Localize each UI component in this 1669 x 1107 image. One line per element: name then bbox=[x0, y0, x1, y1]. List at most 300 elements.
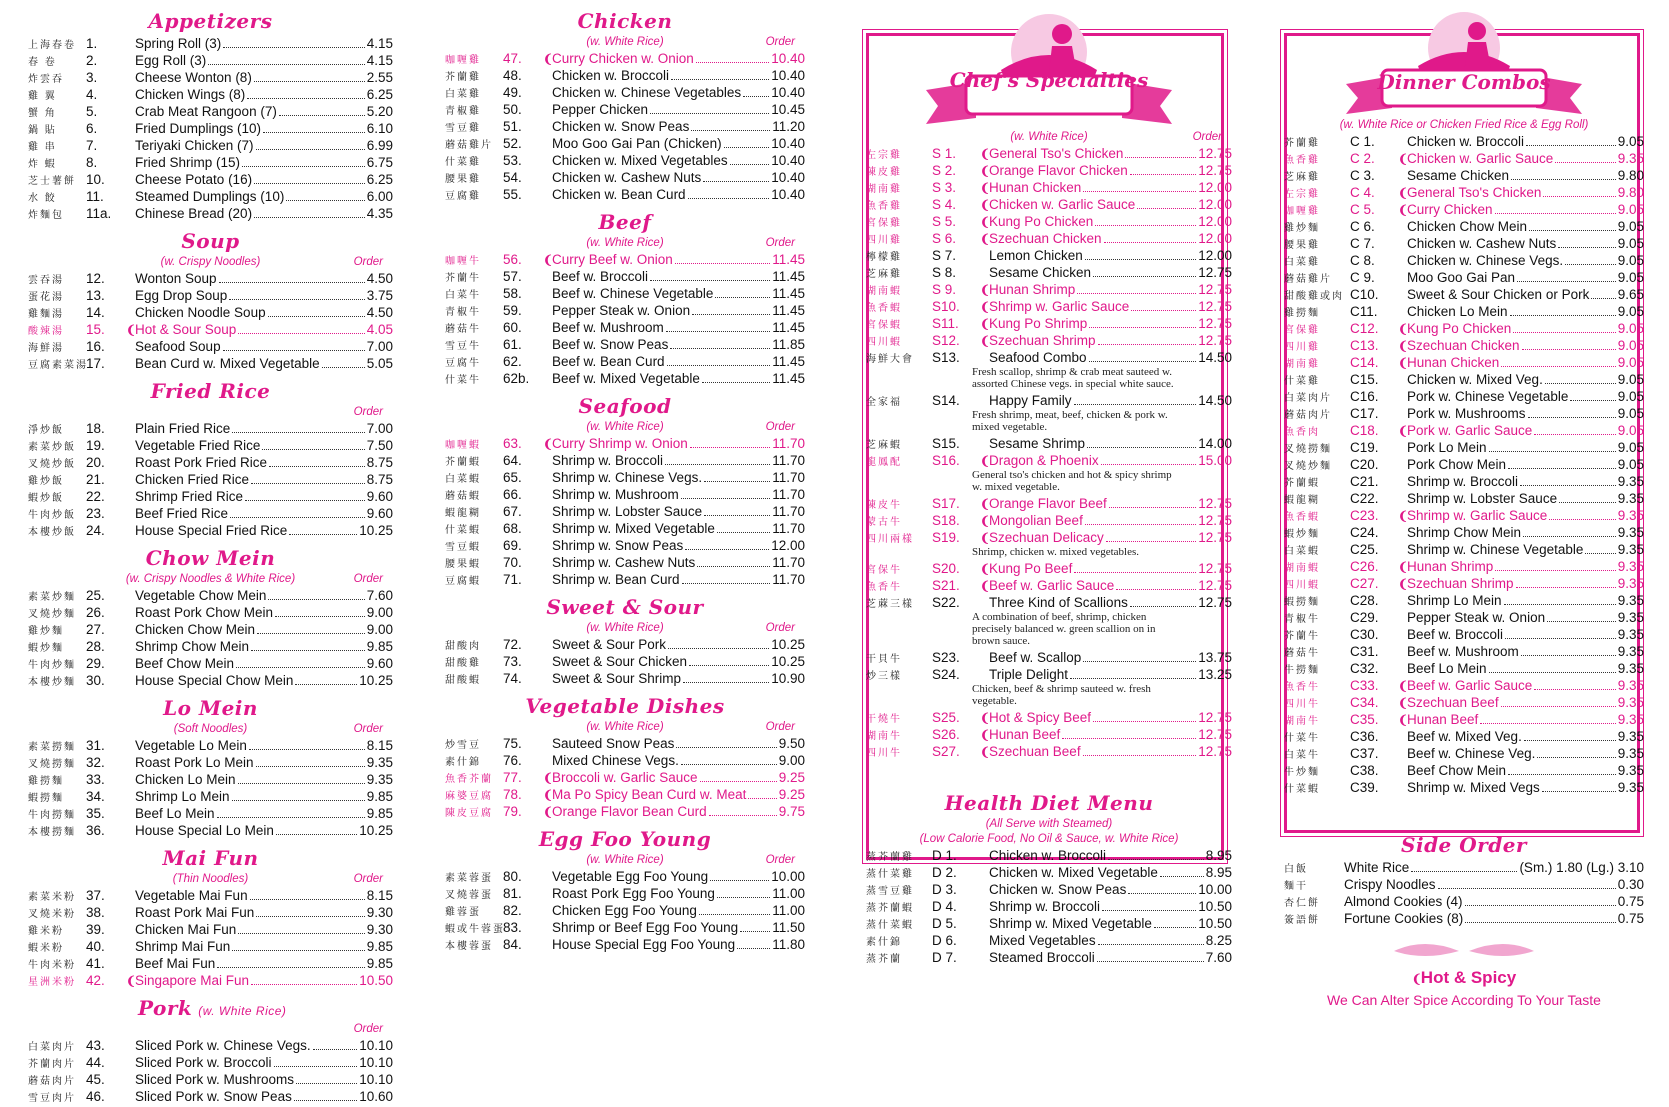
chinese-name: 雞 翼 bbox=[28, 91, 57, 102]
dot-leader bbox=[1062, 738, 1196, 739]
item-price: 9.35 bbox=[1617, 678, 1644, 693]
item-number: 78. bbox=[503, 787, 522, 802]
item-number: S26. bbox=[932, 727, 960, 742]
dot-leader bbox=[724, 147, 770, 148]
item-name: Moo Goo Gai Pan (Chicken) bbox=[552, 136, 722, 151]
item-number: 80. bbox=[503, 869, 522, 884]
dot-leader bbox=[704, 481, 770, 482]
menu-item-row bbox=[1284, 167, 1644, 184]
menu-item-row bbox=[28, 154, 393, 171]
item-name: Shrimp w. Mixed Vegs bbox=[1407, 780, 1540, 795]
item-number: S14. bbox=[932, 393, 960, 408]
section-title-text: Seafood bbox=[578, 394, 672, 418]
menu-item-row bbox=[28, 1037, 393, 1054]
item-name: Orange Flavor Chicken bbox=[989, 163, 1128, 178]
dot-leader bbox=[232, 950, 364, 951]
chinese-name: 素菜炒飯 bbox=[28, 442, 76, 453]
item-name: Beef Lo Mein bbox=[135, 806, 215, 821]
item-name: Szechuan Beef bbox=[989, 744, 1081, 759]
menu-item-row bbox=[28, 904, 393, 921]
item-number: C31. bbox=[1350, 644, 1379, 659]
dot-leader bbox=[249, 749, 365, 750]
chinese-name: 蝦龍糊 bbox=[1284, 495, 1320, 506]
section-sub bbox=[28, 405, 393, 420]
item-number: 62b. bbox=[503, 371, 530, 386]
item-name: Curry Shrimp w. Onion bbox=[552, 436, 688, 451]
section-sub bbox=[445, 853, 805, 868]
section-sub bbox=[28, 1022, 393, 1037]
item-price: 10.40 bbox=[771, 85, 805, 100]
dot-leader bbox=[740, 931, 770, 932]
item-price: 10.25 bbox=[359, 523, 393, 538]
item-price: 4.50 bbox=[366, 305, 393, 320]
menu-item-row bbox=[1284, 490, 1644, 507]
item-number: C 7. bbox=[1350, 236, 1375, 251]
chinese-name: 什菜雞 bbox=[445, 157, 481, 168]
chinese-name: 白菜蝦 bbox=[445, 474, 481, 485]
item-number: 8. bbox=[86, 155, 98, 170]
dot-leader bbox=[1522, 349, 1616, 350]
pepper-icon: ❨ bbox=[1398, 322, 1409, 336]
dot-leader bbox=[229, 299, 364, 300]
item-description: Fresh shrimp, meat, beef, chicken & pork w. mixed vegetable. bbox=[972, 409, 1168, 433]
chinese-name: 雪豆蝦 bbox=[445, 542, 481, 553]
item-price: 10.50 bbox=[359, 973, 393, 988]
menu-item-row bbox=[866, 529, 1232, 546]
chinese-name: 叉燒炒麵 bbox=[1284, 461, 1332, 472]
item-price: 9.05 bbox=[1617, 219, 1644, 234]
item-price: 9.30 bbox=[366, 922, 393, 937]
item-price: 11.80 bbox=[772, 937, 805, 952]
chinese-name: 春 卷 bbox=[28, 57, 57, 68]
item-number: C21. bbox=[1350, 474, 1379, 489]
chinese-name: 青椒雞 bbox=[445, 106, 481, 117]
item-name: Plain Fried Rice bbox=[135, 421, 231, 436]
menu-item-row bbox=[1284, 558, 1644, 575]
item-name: Shrimp w. Chinese Vegs. bbox=[552, 470, 703, 485]
dot-leader bbox=[1517, 281, 1616, 282]
chinese-name: 四川牛 bbox=[1284, 699, 1320, 710]
menu-item-row bbox=[28, 771, 393, 788]
pepper-icon: ❨ bbox=[543, 771, 554, 785]
chinese-name: 雲吞湯 bbox=[28, 275, 64, 286]
item-number: 3. bbox=[86, 70, 98, 85]
dot-leader bbox=[274, 1066, 358, 1067]
pepper-icon: ❨ bbox=[980, 745, 991, 759]
menu-item-row bbox=[445, 571, 805, 588]
dot-leader bbox=[1106, 541, 1196, 542]
menu-item-row bbox=[445, 486, 805, 503]
item-number: 63. bbox=[503, 436, 522, 451]
item-name: Beef w. Chinese Vegetable bbox=[552, 286, 714, 301]
menu-item-row bbox=[28, 103, 393, 120]
item-price: 12.75 bbox=[1198, 299, 1232, 314]
item-number: 18. bbox=[86, 421, 105, 436]
chinese-name: 白菜牛 bbox=[1284, 750, 1320, 761]
dot-leader bbox=[709, 815, 777, 816]
item-number: C 3. bbox=[1350, 168, 1375, 183]
menu-item-row bbox=[1284, 745, 1644, 762]
chinese-name: 叉燒炒麵 bbox=[28, 609, 76, 620]
item-price: 9.35 bbox=[1617, 542, 1644, 557]
item-price: 8.15 bbox=[366, 888, 393, 903]
item-number: C 6. bbox=[1350, 219, 1375, 234]
section-sub-text: (Soft Noodles) bbox=[173, 723, 248, 735]
item-price: 6.25 bbox=[366, 172, 393, 187]
item-name: House Special Fried Rice bbox=[135, 523, 288, 538]
dot-leader bbox=[1542, 791, 1616, 792]
menu-item-row bbox=[28, 522, 393, 539]
dot-leader bbox=[667, 365, 771, 366]
item-number: S 7. bbox=[932, 248, 957, 263]
chinese-name: 魚香蝦 bbox=[866, 303, 902, 314]
item-price: 9.05 bbox=[1617, 321, 1644, 336]
item-name: Chicken Fried Rice bbox=[135, 472, 250, 487]
item-price: 6.25 bbox=[366, 87, 393, 102]
menu-item-row bbox=[445, 285, 805, 302]
chinese-name: 魚香蝦 bbox=[1284, 512, 1320, 523]
dot-leader bbox=[689, 665, 769, 666]
pepper-icon: ❨ bbox=[980, 531, 991, 545]
chinese-name: 蝦炒麵 bbox=[1284, 529, 1320, 540]
dot-leader bbox=[256, 766, 365, 767]
item-price: 9.05 bbox=[1617, 202, 1644, 217]
item-price: 12.00 bbox=[771, 538, 805, 553]
chinese-name: 麵干 bbox=[1284, 881, 1308, 892]
item-number: C26. bbox=[1350, 559, 1379, 574]
item-price: 9.05 bbox=[1617, 423, 1644, 438]
pepper-icon: ❨ bbox=[1398, 356, 1409, 370]
item-name: Shrimp Chow Mein bbox=[135, 639, 250, 654]
item-description: Shrimp, chicken w. mixed vegetables. bbox=[972, 546, 1139, 558]
item-number: S 5. bbox=[932, 214, 957, 229]
chef-waiter-icon bbox=[1284, 0, 1644, 118]
chinese-name: 本樓炒麵 bbox=[28, 677, 76, 688]
pepper-icon: ❨ bbox=[1398, 203, 1409, 217]
menu-item-row bbox=[866, 196, 1232, 213]
dot-leader bbox=[650, 280, 770, 281]
item-price: 6.10 bbox=[366, 121, 393, 136]
menu-item-row bbox=[28, 188, 393, 205]
item-price: 10.25 bbox=[771, 637, 805, 652]
pepper-decoration-icon bbox=[1384, 937, 1544, 963]
item-name: Roast Pork Mai Fun bbox=[135, 905, 255, 920]
pepper-icon: ❨ bbox=[980, 147, 991, 161]
item-price: 0.30 bbox=[1617, 877, 1644, 892]
item-name: Curry Chicken w. Onion bbox=[552, 51, 694, 66]
item-number: 50. bbox=[503, 102, 522, 117]
item-number: 12. bbox=[86, 271, 105, 286]
menu-item-row bbox=[1284, 286, 1644, 303]
item-price: 9.35 bbox=[1617, 151, 1644, 166]
pepper-icon: ❨ bbox=[980, 562, 991, 576]
chinese-name: 芥蘭肉片 bbox=[28, 1059, 76, 1070]
chinese-name: 湖南牛 bbox=[1284, 716, 1320, 727]
item-price: 9.35 bbox=[1617, 780, 1644, 795]
item-price: 9.05 bbox=[1617, 236, 1644, 251]
item-price: 5.20 bbox=[366, 104, 393, 119]
section-sub bbox=[28, 255, 393, 270]
item-number: C13. bbox=[1350, 338, 1379, 353]
item-price: 12.75 bbox=[1198, 496, 1232, 511]
item-number: 83. bbox=[503, 920, 522, 935]
item-price: 9.85 bbox=[366, 639, 393, 654]
side-order-list bbox=[1284, 859, 1644, 927]
item-price: 9.05 bbox=[1617, 134, 1644, 149]
item-number: 19. bbox=[86, 438, 105, 453]
menu-item-row bbox=[1284, 133, 1644, 150]
dot-leader bbox=[1513, 332, 1615, 333]
item-name: Beef Mai Fun bbox=[135, 956, 216, 971]
chinese-name: 宮保雞 bbox=[866, 218, 902, 229]
item-name: Roast Pork Egg Foo Young bbox=[552, 886, 715, 901]
item-name: Orange Flavor Beef bbox=[989, 496, 1107, 511]
chinese-name: 宮保牛 bbox=[866, 565, 902, 576]
item-number: 23. bbox=[86, 506, 105, 521]
dot-leader bbox=[232, 800, 365, 801]
chinese-name: 湖南蝦 bbox=[1284, 563, 1320, 574]
dot-leader bbox=[254, 217, 365, 218]
side-order-row bbox=[1284, 910, 1644, 927]
item-price: 10.60 bbox=[359, 1089, 393, 1104]
menu-item-row bbox=[28, 822, 393, 839]
item-name: Beef w. Scallop bbox=[989, 650, 1082, 665]
item-name: Chicken w. Mixed Veg. bbox=[1407, 372, 1543, 387]
dot-leader bbox=[279, 115, 365, 116]
chinese-name: 叉燒米粉 bbox=[28, 909, 76, 920]
section-sub bbox=[445, 621, 805, 636]
chinese-name: 宮保雞 bbox=[1284, 325, 1320, 336]
chinese-name: 素什錦 bbox=[445, 757, 481, 768]
item-name: Egg Roll (3) bbox=[135, 53, 207, 68]
item-name: Chicken w. Chinese Vegetables bbox=[552, 85, 742, 100]
item-name: Shrimp w. Mixed Vegetable bbox=[552, 521, 715, 536]
item-price: 9.60 bbox=[366, 656, 393, 671]
item-number: S19. bbox=[932, 530, 960, 545]
item-number: 14. bbox=[86, 305, 105, 320]
item-name: Shrimp w. Lobster Sauce bbox=[552, 504, 703, 519]
chinese-name: 芝麻雞 bbox=[866, 269, 902, 280]
item-name: Sesame Chicken bbox=[989, 265, 1092, 280]
chinese-name: 炸麵包 bbox=[28, 210, 64, 221]
dot-leader bbox=[1077, 293, 1196, 294]
pepper-icon: ❨ bbox=[543, 253, 554, 267]
menu-item-row bbox=[28, 955, 393, 972]
menu-item-row bbox=[28, 655, 393, 672]
combos-banner bbox=[1284, 0, 1644, 118]
item-number: 77. bbox=[503, 770, 522, 785]
section-sub bbox=[445, 35, 805, 50]
menu-item-row bbox=[28, 69, 393, 86]
chinese-name: 鍋 貼 bbox=[28, 125, 57, 136]
menu-item-row bbox=[866, 666, 1232, 683]
menu-item-row bbox=[28, 270, 393, 287]
item-price: 9.60 bbox=[366, 489, 393, 504]
dot-leader bbox=[1549, 519, 1615, 520]
item-number: 82. bbox=[503, 903, 522, 918]
item-name: Vegetable Chow Mein bbox=[135, 588, 267, 603]
item-number: S 2. bbox=[932, 163, 957, 178]
item-name: Orange Flavor Bean Curd bbox=[552, 804, 707, 819]
dot-leader bbox=[715, 297, 770, 298]
menu-item-row bbox=[445, 118, 805, 135]
section-sub-text: (w. Crispy Noodles & White Rice) bbox=[125, 573, 296, 585]
dot-leader bbox=[1130, 174, 1196, 175]
dot-leader bbox=[1411, 871, 1517, 872]
chinese-name: 雞麵湯 bbox=[28, 309, 64, 320]
pepper-icon: ❨ bbox=[980, 497, 991, 511]
chinese-name: 湖南蝦 bbox=[866, 286, 902, 297]
item-number: 27. bbox=[86, 622, 105, 637]
item-number: C15. bbox=[1350, 372, 1379, 387]
dot-leader bbox=[242, 166, 365, 167]
menu-item-row bbox=[866, 145, 1232, 162]
chinese-name: 魚香雞 bbox=[1284, 155, 1320, 166]
item-price: 9.85 bbox=[366, 956, 393, 971]
menu-item-row bbox=[28, 621, 393, 638]
item-name: Hot & Sour Soup bbox=[135, 322, 237, 337]
item-price: 11.70 bbox=[772, 572, 805, 587]
menu-item-row bbox=[445, 135, 805, 152]
item-name: Sesame Shrimp bbox=[989, 436, 1086, 451]
item-name: Szechuan Shrimp bbox=[989, 333, 1096, 348]
item-number: 13. bbox=[86, 288, 105, 303]
dot-leader bbox=[294, 1100, 357, 1101]
item-number: 79. bbox=[503, 804, 522, 819]
chinese-name: 豆腐雞 bbox=[445, 191, 481, 202]
pepper-icon: ❨ bbox=[1398, 577, 1409, 591]
dot-leader bbox=[730, 164, 770, 165]
item-price: 9.25 bbox=[778, 787, 805, 802]
dinner-combos-title: Dinner Combos bbox=[1377, 70, 1551, 94]
menu-item-row bbox=[445, 452, 805, 469]
chinese-name: 雪豆牛 bbox=[445, 341, 481, 352]
menu-item-row bbox=[1284, 524, 1644, 541]
chinese-name: 咖喱蝦 bbox=[445, 440, 481, 451]
menu-item-row bbox=[28, 887, 393, 904]
item-price: 9.25 bbox=[778, 770, 805, 785]
dot-leader bbox=[688, 198, 770, 199]
item-name: General Tso's Chicken bbox=[989, 146, 1124, 161]
chinese-name: 素菜蓉蛋 bbox=[445, 873, 493, 884]
chinese-name: 什菜蝦 bbox=[445, 525, 481, 536]
menu-item-row bbox=[866, 179, 1232, 196]
item-price: 10.00 bbox=[771, 869, 805, 884]
item-number: 70. bbox=[503, 555, 522, 570]
item-number: C 2. bbox=[1350, 151, 1375, 166]
item-name: Szechuan Chicken bbox=[1407, 338, 1520, 353]
item-number: C32. bbox=[1350, 661, 1379, 676]
item-number: 64. bbox=[503, 453, 522, 468]
dot-leader bbox=[296, 1083, 357, 1084]
item-price: 8.15 bbox=[366, 738, 393, 753]
menu-item-row bbox=[1284, 541, 1644, 558]
section-sub bbox=[445, 236, 805, 251]
chinese-name: 雞炒麵 bbox=[28, 626, 64, 637]
pepper-icon: ❨ bbox=[980, 283, 991, 297]
item-name: Shrimp w. Chinese Vegetable bbox=[1407, 542, 1584, 557]
item-price: 9.05 bbox=[1617, 457, 1644, 472]
dot-leader bbox=[676, 747, 776, 748]
menu-item-row bbox=[28, 120, 393, 137]
item-number: C38. bbox=[1350, 763, 1379, 778]
section-sub-text: (w. White Rice) bbox=[586, 854, 664, 866]
item-name: Shrimp w. Lobster Sauce bbox=[1407, 491, 1558, 506]
item-name: Mongolian Beef bbox=[989, 513, 1083, 528]
chinese-name: 蘑菇牛 bbox=[1284, 648, 1320, 659]
item-price: 7.50 bbox=[366, 438, 393, 453]
item-name: Fried Dumplings (10) bbox=[135, 121, 262, 136]
dot-leader bbox=[1495, 213, 1616, 214]
chinese-name: 四川蝦 bbox=[866, 337, 902, 348]
order-label: Order bbox=[353, 1023, 383, 1035]
menu-item-row bbox=[1284, 354, 1644, 371]
menu-item-row bbox=[1284, 694, 1644, 711]
menu-item-row bbox=[1284, 201, 1644, 218]
item-number: 57. bbox=[503, 269, 522, 284]
item-name: Beef w. Garlic Sauce bbox=[1407, 678, 1533, 693]
pepper-icon: ❨ bbox=[1398, 713, 1409, 727]
item-description: General tso's chicken and hot & spicy shrimp w. mixed vegetable. bbox=[972, 469, 1172, 493]
dot-leader bbox=[251, 984, 357, 985]
item-name: Sesame Chicken bbox=[1407, 168, 1510, 183]
chinese-name: 魚香肉 bbox=[1284, 427, 1320, 438]
chinese-name: 牛肉米粉 bbox=[28, 960, 76, 971]
dot-leader bbox=[1108, 859, 1204, 860]
item-name: Roast Pork Chow Mein bbox=[135, 605, 274, 620]
pepper-icon: ❨ bbox=[980, 514, 991, 528]
item-price: 11.70 bbox=[772, 453, 805, 468]
item-number: C19. bbox=[1350, 440, 1379, 455]
item-number: S24. bbox=[932, 667, 960, 682]
item-number: C17. bbox=[1350, 406, 1379, 421]
chinese-name: 腰果蝦 bbox=[445, 559, 481, 570]
pepper-icon: ❨ bbox=[126, 974, 137, 988]
dot-leader bbox=[223, 47, 364, 48]
item-name: Sauteed Snow Peas bbox=[552, 736, 675, 751]
item-price: 9.35 bbox=[1617, 593, 1644, 608]
chinese-name: 四川蝦 bbox=[1284, 580, 1320, 591]
chinese-name: 蘑菇雞片 bbox=[1284, 274, 1332, 285]
menu-item-row bbox=[445, 353, 805, 370]
spice-note: We Can Alter Spice According To Your Taste bbox=[1327, 992, 1601, 1008]
dot-leader bbox=[1116, 589, 1196, 590]
menu-item-row bbox=[866, 392, 1232, 409]
item-name: Singapore Mai Fun bbox=[135, 973, 250, 988]
item-number: C37. bbox=[1350, 746, 1379, 761]
item-name: Sliced Pork w. Snow Peas bbox=[135, 1089, 292, 1104]
item-number: S13. bbox=[932, 350, 960, 365]
item-name: Steamed Dumplings (10) bbox=[135, 189, 285, 204]
menu-item-row bbox=[445, 67, 805, 84]
item-price: 9.05 bbox=[1617, 372, 1644, 387]
item-description: A combination of beef, shrimp, chicken precisely balanced w. green scallion on in brown sauce. bbox=[972, 611, 1156, 647]
item-name: General Tso's Chicken bbox=[1407, 185, 1542, 200]
item-number: S 8. bbox=[932, 265, 957, 280]
dot-leader bbox=[263, 132, 365, 133]
item-name: Szechuan Delicacy bbox=[989, 530, 1104, 545]
menu-item-row bbox=[28, 321, 393, 338]
dot-leader bbox=[269, 466, 365, 467]
section-sub-text: (w. White Rice) bbox=[586, 36, 664, 48]
order-label: Order bbox=[765, 421, 795, 433]
dot-leader bbox=[650, 113, 769, 114]
dot-leader bbox=[1555, 162, 1615, 163]
item-number: C35. bbox=[1350, 712, 1379, 727]
item-number: S 3. bbox=[932, 180, 957, 195]
item-name: Beef w. Broccoli bbox=[552, 269, 649, 284]
item-price: 12.75 bbox=[1198, 561, 1232, 576]
